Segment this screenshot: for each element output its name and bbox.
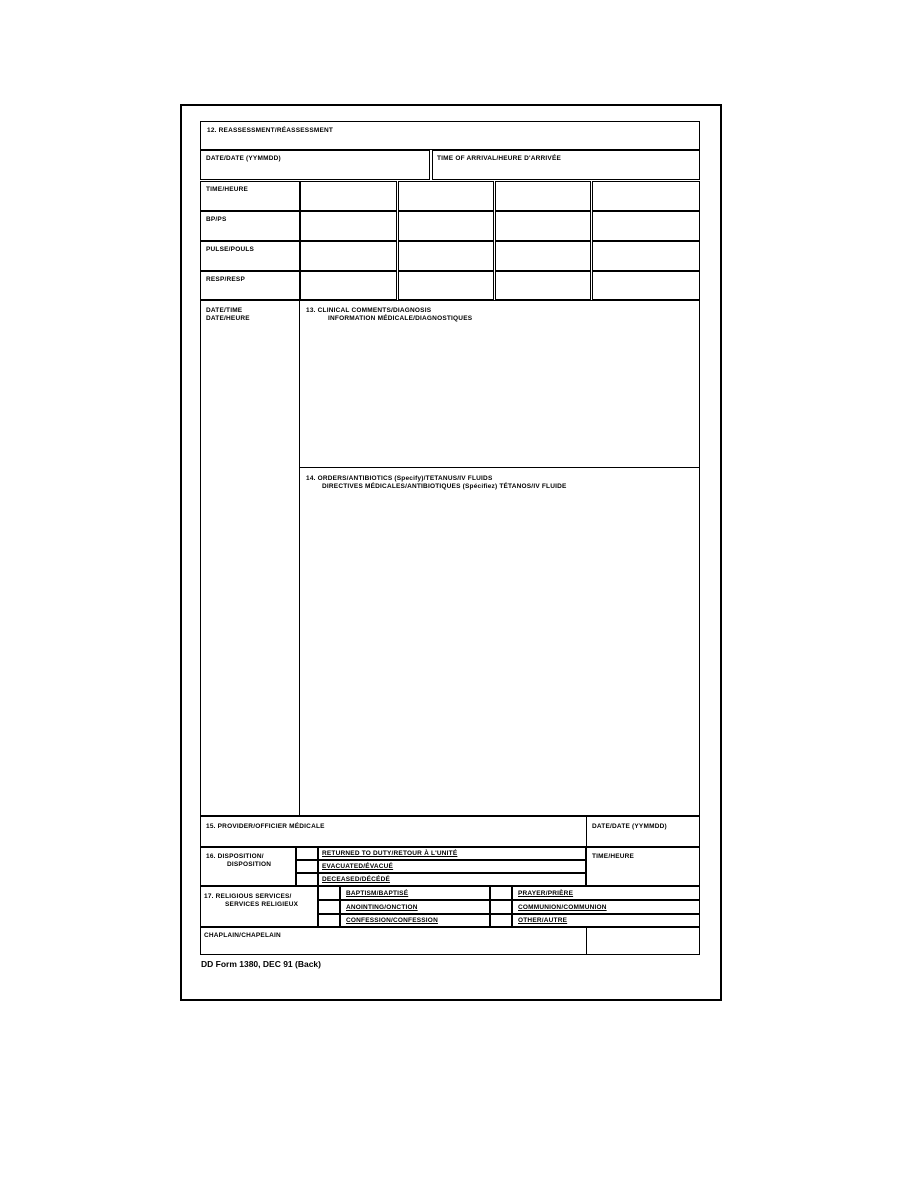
religious-option-anointing: [340, 900, 490, 914]
datetime-column[interactable]: [200, 300, 300, 816]
disposition-option-label: RETURNED TO DUTY/RETOUR À L'UNITÉ: [322, 850, 458, 857]
datetime-label: DATE/TIME: [206, 307, 243, 314]
religious-label-fr: SERVICES RELIGIEUX: [225, 901, 299, 908]
disposition-option-label: EVACUATED/ÉVACUÉ: [322, 863, 394, 870]
vitals-label-resp: [200, 271, 300, 300]
religious-option-other: [512, 914, 700, 927]
religious-option-label: ANOINTING/ONCTION: [346, 904, 418, 911]
clinical-comments-box[interactable]: [299, 300, 700, 468]
chaplain-label: CHAPLAIN/CHAPELAIN: [204, 932, 281, 939]
provider-date-field[interactable]: [586, 816, 700, 847]
disposition-option-deceased: [318, 873, 586, 886]
disposition-checkbox-returned[interactable]: [296, 847, 318, 860]
vitals-label-time: [200, 181, 300, 211]
religious-checkbox-prayer[interactable]: [490, 886, 512, 900]
vitals-row-label: TIME/HEURE: [206, 186, 249, 193]
provider-field[interactable]: [200, 816, 587, 847]
vitals-cell[interactable]: [592, 271, 700, 300]
vitals-cell[interactable]: [592, 181, 700, 211]
vitals-label-pulse: [200, 241, 300, 271]
vitals-cell[interactable]: [592, 211, 700, 241]
religious-option-label: CONFESSION/CONFESSION: [346, 917, 438, 924]
disposition-option-evacuated: [318, 860, 586, 873]
clinical-comments-title-fr: INFORMATION MÉDICALE/DIAGNOSTIQUES: [328, 315, 473, 322]
religious-option-confession: [340, 914, 490, 927]
religious-checkbox-other[interactable]: [490, 914, 512, 927]
form-footer: DD Form 1380, DEC 91 (Back): [201, 959, 321, 969]
disposition-option-returned: [318, 847, 586, 860]
clinical-comments-title: 13. CLINICAL COMMENTS/DIAGNOSIS: [306, 307, 432, 314]
religious-checkbox-confession[interactable]: [318, 914, 340, 927]
chaplain-extra-field[interactable]: [586, 927, 700, 955]
chaplain-field[interactable]: [200, 927, 587, 955]
religious-option-communion: [512, 900, 700, 914]
disposition-checkbox-evacuated[interactable]: [296, 860, 318, 873]
disposition-section: [200, 847, 296, 886]
disposition-label: 16. DISPOSITION/: [206, 853, 264, 860]
provider-date-label: DATE/DATE (YYMMDD): [592, 823, 667, 830]
vitals-cell[interactable]: [300, 271, 397, 300]
vitals-cell[interactable]: [495, 241, 591, 271]
religious-option-label: PRAYER/PRIÈRE: [518, 890, 574, 897]
religious-option-label: BAPTISM/BAPTISÉ: [346, 890, 409, 897]
datetime-label-fr: DATE/HEURE: [206, 315, 250, 322]
vitals-cell[interactable]: [300, 211, 397, 241]
disposition-checkbox-deceased[interactable]: [296, 873, 318, 886]
vitals-cell[interactable]: [300, 181, 397, 211]
religious-option-label: OTHER/AUTRE: [518, 917, 568, 924]
vitals-label-bp: [200, 211, 300, 241]
disposition-label-fr: DISPOSITION: [227, 861, 272, 868]
religious-checkbox-anointing[interactable]: [318, 900, 340, 914]
vitals-cell[interactable]: [398, 181, 494, 211]
arrival-time-label: TIME OF ARRIVAL/HEURE D'ARRIVÉE: [437, 155, 562, 162]
orders-title: 14. ORDERS/ANTIBIOTICS (Specify)/TETANUS/IV FLUIDS: [306, 475, 493, 482]
vitals-row-label: BP/PS: [206, 216, 227, 223]
orders-box[interactable]: [299, 467, 700, 816]
religious-checkbox-baptism[interactable]: [318, 886, 340, 900]
arrival-time-field[interactable]: [432, 150, 700, 180]
disposition-time-field[interactable]: [586, 847, 700, 886]
disposition-option-label: DECEASED/DÉCÉDÉ: [322, 876, 391, 883]
religious-option-label: COMMUNION/COMMUNION: [518, 904, 607, 911]
reassessment-date-label: DATE/DATE (YYMMDD): [206, 155, 281, 162]
religious-label: 17. RELIGIOUS SERVICES/: [204, 893, 292, 900]
vitals-row-label: PULSE/POULS: [206, 246, 255, 253]
religious-option-baptism: [340, 886, 490, 900]
religious-option-prayer: [512, 886, 700, 900]
vitals-cell[interactable]: [398, 271, 494, 300]
vitals-row-label: RESP/RESP: [206, 276, 246, 283]
disposition-time-label: TIME/HEURE: [592, 853, 635, 860]
vitals-cell[interactable]: [495, 271, 591, 300]
reassessment-title: 12. REASSESSMENT/RÉASSESSMENT: [207, 127, 334, 134]
religious-section: [200, 886, 318, 927]
vitals-cell[interactable]: [398, 241, 494, 271]
vitals-cell[interactable]: [398, 211, 494, 241]
orders-title-fr: DIRECTIVES MÉDICALES/ANTIBIOTIQUES (Spécifiez) TÉTANOS/IV FLUIDE: [322, 483, 567, 490]
reassessment-header: [200, 121, 700, 150]
religious-checkbox-communion[interactable]: [490, 900, 512, 914]
vitals-cell[interactable]: [300, 241, 397, 271]
vitals-cell[interactable]: [592, 241, 700, 271]
provider-label: 15. PROVIDER/OFFICIER MÉDICALE: [206, 823, 325, 830]
vitals-cell[interactable]: [495, 211, 591, 241]
vitals-cell[interactable]: [495, 181, 591, 211]
reassessment-date-field[interactable]: [200, 150, 430, 180]
